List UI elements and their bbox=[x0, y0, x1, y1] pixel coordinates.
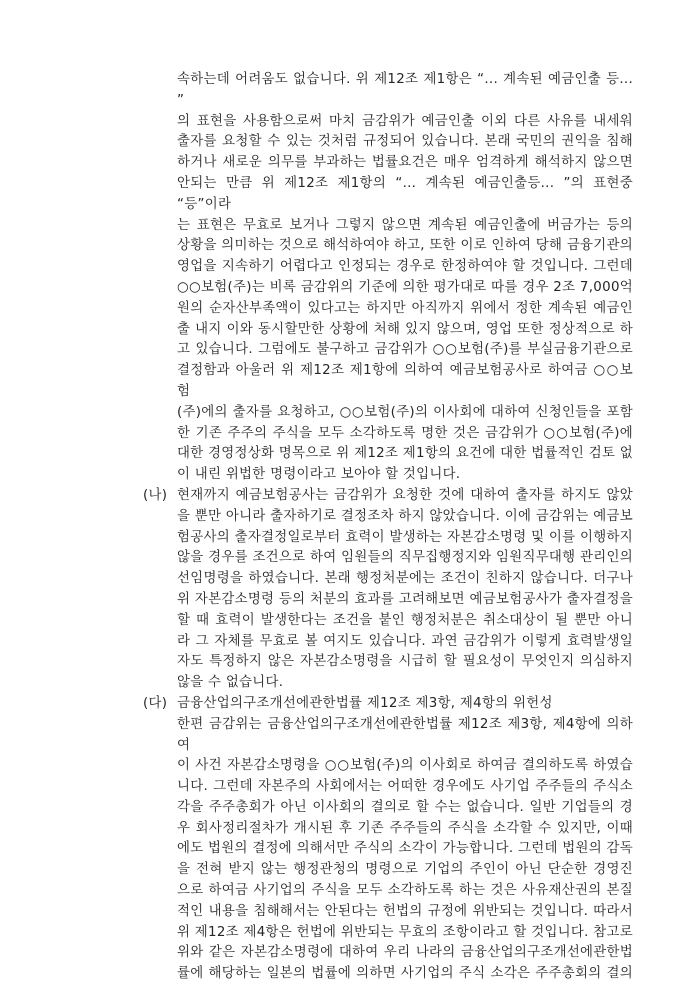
text-line: 고 있습니다. 그럼에도 불구하고 금감위가 ○○보험(주)를 부실금융기관으로 bbox=[177, 342, 633, 358]
text-line: 한 기존 주주의 주식을 모두 소각하도록 명한 것은 금감위가 ○○보험(주)에 bbox=[177, 425, 633, 441]
text-line: 자도 특정하지 않은 자본감소명령을 시급히 할 필요성이 무엇인지 의심하지 bbox=[177, 654, 633, 670]
text-line: 을 뿐만 아니라 출자하기로 결정조차 하지 않았습니다. 이에 금감위는 예금보 bbox=[177, 508, 633, 524]
text-line: 대한 경영정상화 명목으로 위 제12조 제1항의 요건에 대한 법률적인 검토 없 bbox=[177, 446, 633, 462]
text-line: 현재까지 예금보험공사는 금감위가 요청한 것에 대하여 출자를 하지도 않았 bbox=[177, 487, 633, 503]
text-line: 않을 수 없습니다. bbox=[177, 675, 284, 691]
text-line: 라 그 자체를 무효로 볼 여지도 있습니다. 과연 금감위가 이렇게 효력발생일 bbox=[177, 633, 633, 649]
text-line: 영업을 지속하기 어렵다고 인정되는 경우로 한정하여야 할 것입니다. 그런데 bbox=[177, 259, 633, 275]
text-line: 출 내지 이와 동시할만한 상황에 처해 있지 않으며, 영업 또한 정상적으로 하 bbox=[177, 321, 633, 337]
text-line: 을 전혀 받지 않는 행정관청의 명령으로 기업의 주인이 아닌 단순한 경영진 bbox=[177, 862, 633, 878]
text-line: 이 내린 위법한 명령이라고 보아야 할 것입니다. bbox=[177, 467, 461, 483]
text-line: 않을 경우를 조건으로 하여 임원들의 직무집행정지와 임원직무대행 관리인의 bbox=[177, 550, 633, 566]
text-line: 출자를 요청할 수 있는 것처럼 규정되어 있습니다. 본래 국민의 권익을 침해 bbox=[177, 134, 633, 150]
paragraph-lines bbox=[177, 486, 633, 694]
text-line: 속하는데 어려움도 없습니다. 위 제12조 제1항은 “... 계속된 예금인출 등... ” bbox=[177, 72, 633, 108]
text-line: 는 표현은 무효로 보거나 그렇지 않으면 계속된 예금인출에 버금가는 등의 bbox=[177, 217, 633, 233]
text-line: 하거나 새로운 의무를 부과하는 법률요건은 매우 엄격하게 해석하지 않으면 bbox=[177, 155, 633, 171]
text-line: 안되는 만큼 위 제12조 제1항의 “... 계속된 예금인출등... ”의 표현중 “등”이라 bbox=[177, 175, 633, 212]
paragraph-marker: (나) bbox=[143, 487, 168, 503]
text-line: 원의 순자산부족액이 있다고는 하지만 아직까지 위에서 정한 계속된 예금인 bbox=[177, 300, 633, 316]
text-line: 위 자본감소명령 등의 처분의 효과를 고려해보면 예금보험공사가 출자결정을 bbox=[177, 591, 633, 607]
text-line: 험공사의 출자결정일로부터 효력이 발생하는 자본감소명령 및 이를 이행하지 bbox=[177, 529, 633, 545]
text-line: 이 사건 자본감소명령을 ○○보험(주)의 이사회로 하여금 결의하도록 하였습 bbox=[177, 758, 633, 774]
text-line: 으로 하여금 사기업의 주식을 모두 소각하도록 하는 것은 사유재산권의 본질 bbox=[177, 883, 633, 899]
text-line: 선임명령을 하였습니다. 본래 행정처분에는 조건이 친하지 않습니다. 더구나 bbox=[177, 571, 633, 587]
text-line: 각을 주주총회가 아닌 이사회의 결의로 할 수는 없습니다. 일반 기업들의 경 bbox=[177, 799, 633, 815]
paragraph bbox=[143, 486, 633, 694]
text-line: 상황을 의미하는 것으로 해석하여야 하고, 또한 이로 인하여 당해 금융기관의 bbox=[177, 238, 633, 254]
text-line: 에도 법원의 결정에 의해서만 주식의 소각이 가능합니다. 그런데 법원의 감독 bbox=[177, 841, 633, 857]
paragraph bbox=[143, 694, 633, 985]
paragraph-lines bbox=[177, 70, 633, 486]
paragraph-marker: (다) bbox=[143, 695, 168, 711]
text-line: 위와 같은 자본감소명령에 대하여 우리 나라의 금융산업의구조개선에관한법 bbox=[177, 945, 633, 961]
text-line: (주)에의 출자를 요청하고, ○○보험(주)의 이사회에 대하여 신청인들을 포함 bbox=[177, 404, 633, 420]
text-line: 금융산업의구조개선에관한법률 제12조 제3항, 제4항의 위헌성 bbox=[177, 695, 553, 711]
document-body bbox=[143, 70, 633, 985]
text-line: 률에 해당하는 일본의 법률에 의하면 사기업의 주식 소각은 주주총회의 결의 bbox=[177, 966, 633, 982]
text-line: 할 때 효력이 발생한다는 조건을 붙인 행정처분은 취소대상이 될 뿐만 아니 bbox=[177, 612, 633, 628]
text-line: 니다. 그런데 자본주의 사회에서는 어떠한 경우에도 사기업 주주들의 주식소 bbox=[177, 779, 633, 795]
text-line: ○○보험(주)는 비록 금감위의 기준에 의한 평가대로 따를 경우 2조 7,000억 bbox=[177, 279, 633, 295]
text-line: 의 표현을 사용함으로써 마치 금감위가 예금인출 이외 다른 사유를 내세워 bbox=[177, 113, 633, 129]
text-line: 적인 내용을 침해해서는 안된다는 헌법의 규정에 위반되는 것입니다. 따라서 bbox=[177, 903, 633, 919]
paragraph-lines bbox=[177, 694, 633, 985]
text-line: 결정함과 아울러 위 제12조 제1항에 의하여 예금보험공사로 하여금 ○○보험 bbox=[177, 363, 633, 399]
text-line: 우 회사정리절차가 개시된 후 기존 주주들의 주식을 소각할 수 있지만, 이때 bbox=[177, 820, 633, 836]
paragraph bbox=[143, 70, 633, 486]
text-line: 위 제12조 제4항은 헌법에 위반되는 무효의 조항이라고 할 것입니다. 참고로 bbox=[177, 924, 633, 940]
text-line: 한편 금감위는 금융산업의구조개선에관한법률 제12조 제3항, 제4항에 의하여 bbox=[177, 716, 633, 753]
